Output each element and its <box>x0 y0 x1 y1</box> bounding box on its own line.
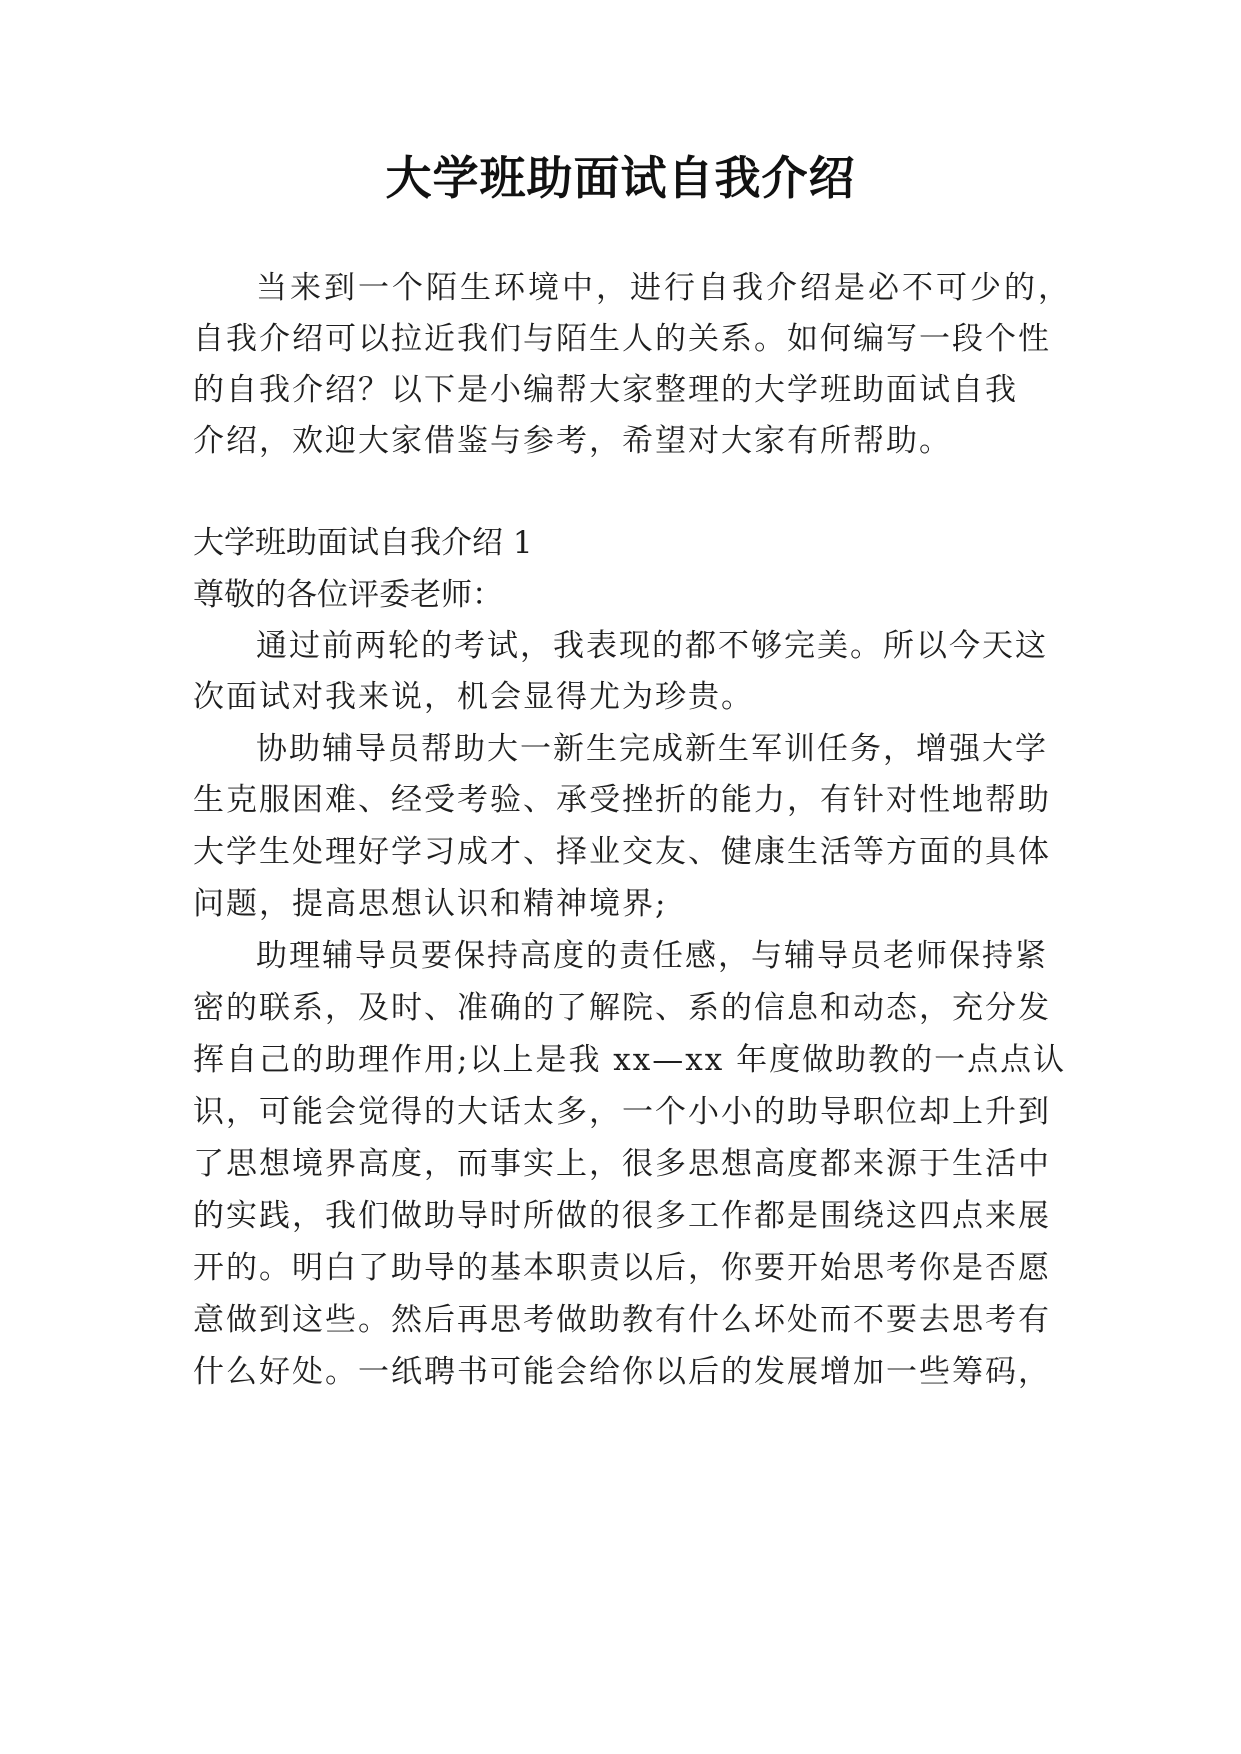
body-line-9: 挥自己的助理作用;以上是我 xx—xx 年度做助教的一点点认 <box>193 1042 1067 1078</box>
body-line-15: 什么好处。一纸聘书可能会给你以后的发展增加一些筹码， <box>193 1354 1051 1390</box>
body-line-7: 助理辅导员要保持高度的责任感，与辅导员老师保持紧 <box>256 938 1048 974</box>
intro-line-4: 介绍，欢迎大家借鉴与参考，希望对大家有所帮助。 <box>193 423 952 459</box>
intro-line-2: 自我介绍可以拉近我们与陌生人的关系。如何编写一段个性 <box>193 321 1051 357</box>
body-line-3: 协助辅导员帮助大一新生完成新生军训任务，增强大学 <box>256 731 1048 767</box>
body-line-4: 生克服困难、经受考验、承受挫折的能力，有针对性地帮助 <box>193 782 1051 818</box>
body-line-8: 密的联系，及时、准确的了解院、系的信息和动态，充分发 <box>193 990 1051 1026</box>
intro-line-3: 的自我介绍？以下是小编帮大家整理的大学班助面试自我 <box>193 372 1018 408</box>
body-line-2: 次面试对我来说，机会显得尤为珍贵。 <box>193 679 754 715</box>
body-line-12: 的实践，我们做助导时所做的很多工作都是围绕这四点来展 <box>193 1198 1051 1234</box>
section-heading: 大学班助面试自我介绍 1 <box>193 525 533 561</box>
body-line-14: 意做到这些。然后再思考做助教有什么坏处而不要去思考有 <box>193 1302 1051 1338</box>
body-line-13: 开的。明白了助导的基本职责以后，你要开始思考你是否愿 <box>193 1250 1051 1286</box>
intro-line-1: 当来到一个陌生环境中，进行自我介绍是必不可少的， <box>256 270 1072 306</box>
body-line-11: 了思想境界高度，而事实上，很多思想高度都来源于生活中 <box>193 1146 1051 1182</box>
body-line-6: 问题，提高思想认识和精神境界; <box>193 886 668 922</box>
body-line-5: 大学生处理好学习成才、择业交友、健康生活等方面的具体 <box>193 834 1051 870</box>
body-line-1: 通过前两轮的考试，我表现的都不够完美。所以今天这 <box>256 628 1048 664</box>
document-title: 大学班助面试自我介绍 <box>385 151 856 205</box>
salutation: 尊敬的各位评委老师： <box>193 577 503 613</box>
body-line-10: 识，可能会觉得的大话太多，一个小小的助导职位却上升到 <box>193 1094 1051 1130</box>
